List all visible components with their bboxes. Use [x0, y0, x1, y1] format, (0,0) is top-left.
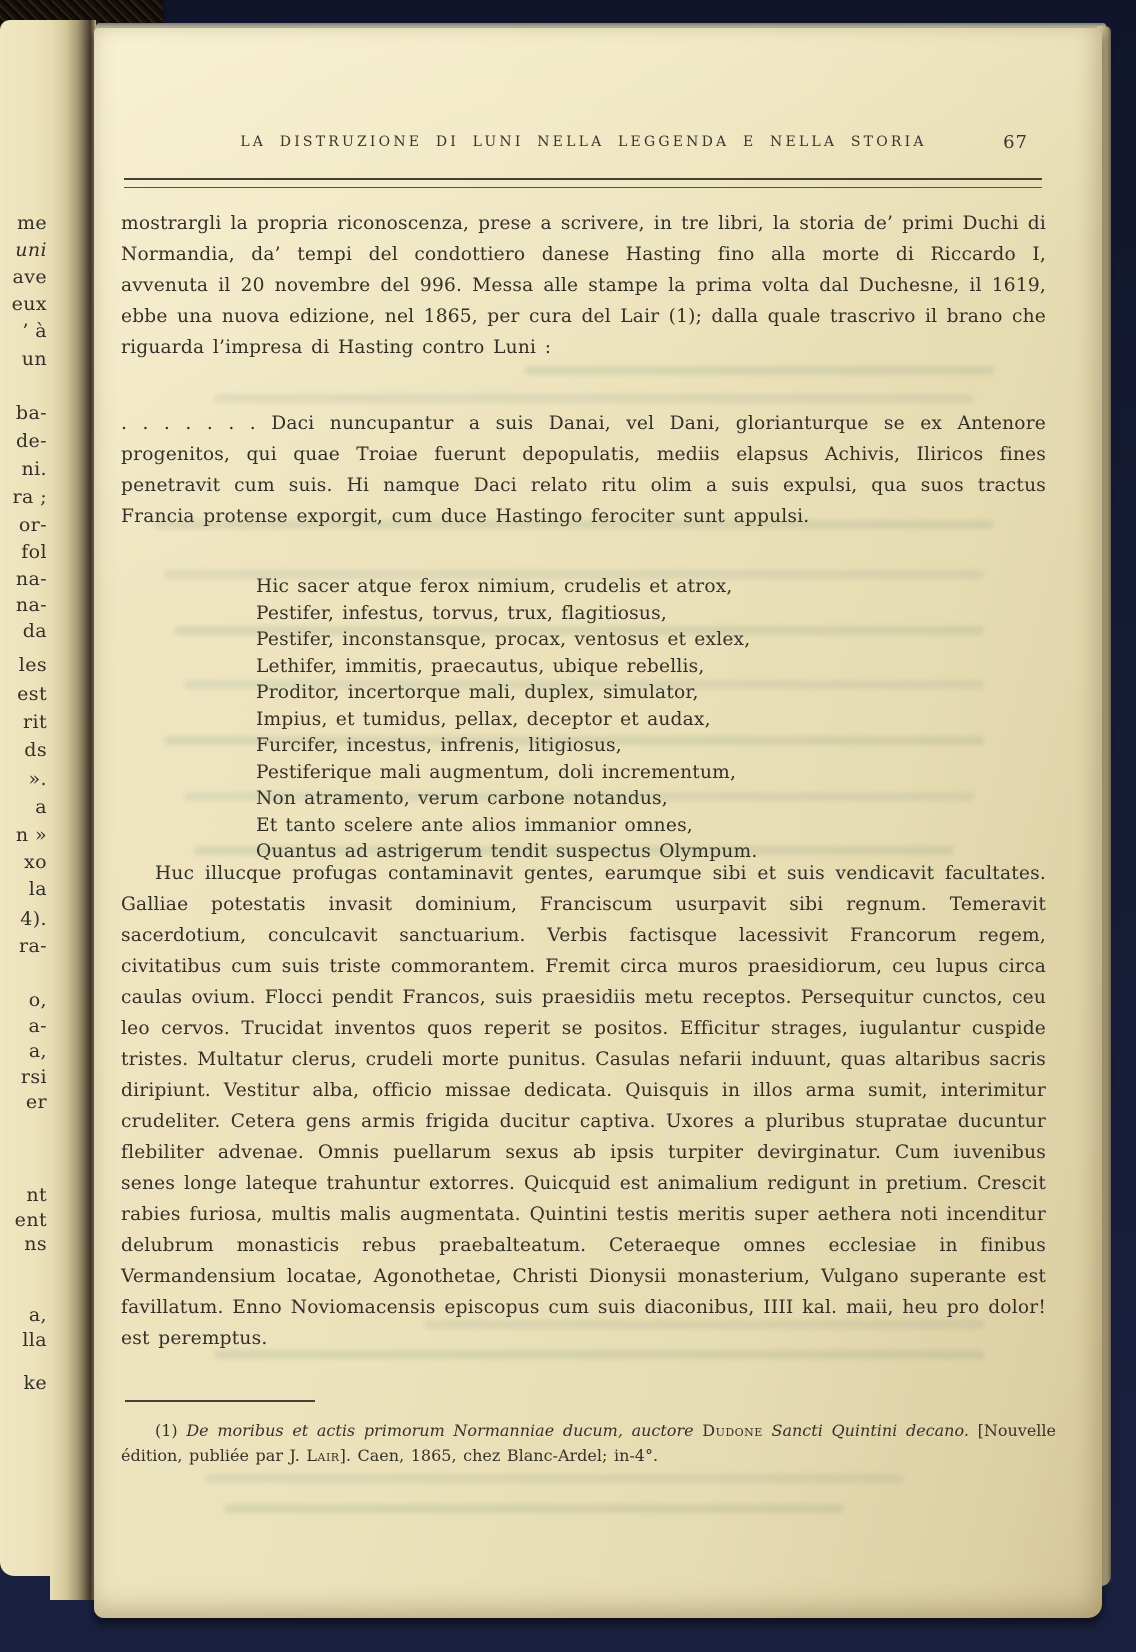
verse-line: Proditor, incertorque mali, duplex, simulator,: [256, 682, 699, 703]
left-page-fragment: uni: [15, 239, 47, 261]
main-latin-paragraph: Huc illucque profugas contaminavit gentes, earumque sibi et suis vendicavit facultates. Galliae potestatis invasit dominium, Franciscum usurpavit sibi regnum. Temeravit sacerdotium, conculcavit sanctuarium. Verbis factisque lacessivit Francorum regem, civitatibus cum suis triste commorantem. Fremit circa muros praesidiorum, ceu lupus circa caulas ovium. Flocci pendit Francos, suis praesidiis metu receptos. Persequitur cunctos, ceu leo cervos. Trucidat inventos quos reperit se positos. Efficitur strages, iugulantur cuspide tristes. Multatur clerus, crudeli morte punitus. Casulas nefarii induunt, quas altaribus sacris diripiunt. Vestitur alba, officio missae dedicata. Quisquis in illos arma sumit, interimitur crudeliter. Cetera gens armis frigida ducitur captiva. Uxores a pluribus stupratae ducuntur flebiliter advenae. Omnis puellarum sexus ab ipsis turpiter devirginatur. Cum iuvenibus senes longe lateque trahuntur extorres. Quicquid est animalium redigunt in pretium. Crescit rabies furiosa, multis malis augmentata. Quintini testis meritis super aethera noti incenditur delubrum monasticis rebus praebalteatum. Ceteraeque omnes ecclesiae in finibus Vermandensium locatae, Agonothetae, Christi Dionysii monasterium, Vulgano superante est favillatum. Enno Noviomacensis episcopus cum suis diaconibus, IIII kal. maii, heu pro dolor! est peremptus.: [121, 863, 1046, 1349]
header-double-rule: [124, 178, 1042, 188]
left-page-fragment: ni.: [21, 458, 47, 480]
left-page-fragment: ’ à: [22, 320, 47, 342]
left-page-fragment: ent: [14, 1209, 47, 1231]
bleedthrough-smudge: [224, 1504, 844, 1513]
footnote-edition: [Nouvelle édition, publiée par J.: [121, 1421, 1057, 1465]
bleedthrough-smudge: [524, 366, 994, 375]
left-page-fragment: ave: [12, 266, 47, 288]
left-page-fragment: rit: [23, 711, 47, 733]
left-page-fragment: n »: [15, 824, 47, 846]
left-page-fragment: ns: [24, 1233, 47, 1255]
left-page-fragment: a,: [28, 1304, 47, 1326]
running-header: [121, 134, 1046, 160]
verse-line: Impius, et tumidus, pellax, deceptor et audax,: [256, 708, 711, 730]
verse-line: Et tanto scelere ante alios immanior omnes,: [256, 814, 693, 836]
left-page-fragment: a: [35, 796, 47, 818]
verse-line: Quantus ad astrigerum tendit suspectus Olympum.: [256, 841, 758, 862]
left-page-fragment: xo: [24, 851, 47, 873]
left-page-fragment: fol: [21, 541, 47, 563]
left-page-fragment: a,: [28, 1040, 47, 1062]
left-page-fragment: ba-: [15, 402, 47, 424]
left-page-fragment: nt: [26, 1184, 47, 1206]
left-page-fragment: a-: [28, 1015, 47, 1037]
left-page-fragment: la: [28, 878, 47, 900]
left-page-fragment: ra-: [18, 935, 47, 957]
footnote-rule: [125, 1400, 315, 1405]
verse-line: Pestifer, infestus, torvus, trux, flagitiosus,: [256, 602, 667, 624]
left-page-fragment: un: [21, 348, 47, 370]
verse-line: Non atramento, verum carbone notandus,: [256, 788, 668, 809]
verse-line: Furcifer, incestus, infrenis, litigiosus,: [256, 735, 622, 756]
verse-line: Hic sacer atque ferox nimium, crudelis et atrox,: [256, 576, 733, 597]
left-page-fragment: me: [16, 212, 47, 234]
left-page-fragment: ra ;: [12, 486, 47, 508]
page-number: 67: [1003, 132, 1028, 153]
left-page-fragment: les: [18, 654, 47, 676]
bleedthrough-smudge: [214, 394, 974, 403]
page-title: LA DISTRUZIONE DI LUNI NELLA LEGGENDA E NELLA STORIA: [240, 134, 927, 150]
left-page-fragment: er: [25, 1091, 47, 1113]
footnote-marker: (1): [155, 1421, 187, 1440]
gutter-shadow: [50, 20, 96, 1600]
verse-line: Pestiferique mali augmentum, doli incrementum,: [256, 761, 737, 783]
footnote-edition-end: ]. Caen, 1865, chez Blanc-Ardel; in-4°.: [339, 1446, 659, 1465]
left-page-fragment: ».: [28, 768, 47, 790]
latin-quote-intro: . . . . . . . Daci nuncupantur a suis Danai, vel Dani, glorianturque se ex Antenore progenitos, qui quae Troiae fuerunt depopulatis, mediis elapsus Achivis, Iliricos fines penetravit cum suis. Hi namque Daci relato ritu olim a suis expulsi, qua suos tractus Francia protense exporgit, cum duce Hastingo ferociter sunt appulsi.: [121, 413, 1046, 527]
left-page-fragment: na-: [15, 568, 47, 590]
left-page-fragment: eux: [11, 293, 47, 315]
footnote-author-tail: Sancti Quintini decano.: [762, 1421, 969, 1440]
left-page-fragment: est: [17, 683, 47, 705]
left-page-fragment: o,: [28, 989, 47, 1011]
left-page-fragment: ke: [23, 1372, 47, 1394]
intro-paragraph: mostrargli la propria riconoscenza, prese a scrivere, in tre libri, la storia de’ primi Duchi di Normandia, da’ tempi del condottiero danese Hasting fino alla morte di Riccardo I, avvenuta il 20 novembre del 996. Messa alle stampe la prima volta dal Duchesne, il 1619, ebbe una nuova edizione, nel 1865, per cura del Lair (1); dalla quale trascrivo il brano che riguarda l’impresa di Hasting contro Luni :: [121, 213, 1046, 358]
verse-block: [256, 574, 757, 866]
left-page-fragment: lla: [22, 1329, 47, 1351]
footnote-editor: Lair: [306, 1446, 340, 1465]
facing-page-edge: [0, 20, 52, 1576]
footnote: [121, 1418, 1056, 1468]
left-page-fragment: rsi: [20, 1066, 47, 1088]
left-page-fragment: or-: [18, 514, 47, 536]
verse-line: Pestifer, inconstansque, procax, ventosus et exlex,: [256, 629, 751, 650]
verse-line: Lethifer, immitis, praecautus, ubique rebellis,: [256, 655, 705, 677]
left-page-fragment: na-: [15, 594, 47, 616]
left-page-fragment: da: [22, 620, 47, 642]
bleedthrough-smudge: [204, 1474, 904, 1483]
left-page-fragment: ds: [24, 739, 47, 761]
footnote-author: Dudone: [702, 1421, 763, 1440]
footnote-title: De moribus et actis primorum Normanniae ducum, auctore: [186, 1421, 703, 1440]
scanned-page: [94, 28, 1102, 1618]
left-page-fragment: 4).: [20, 908, 47, 930]
left-page-fragment: de-: [15, 430, 47, 452]
